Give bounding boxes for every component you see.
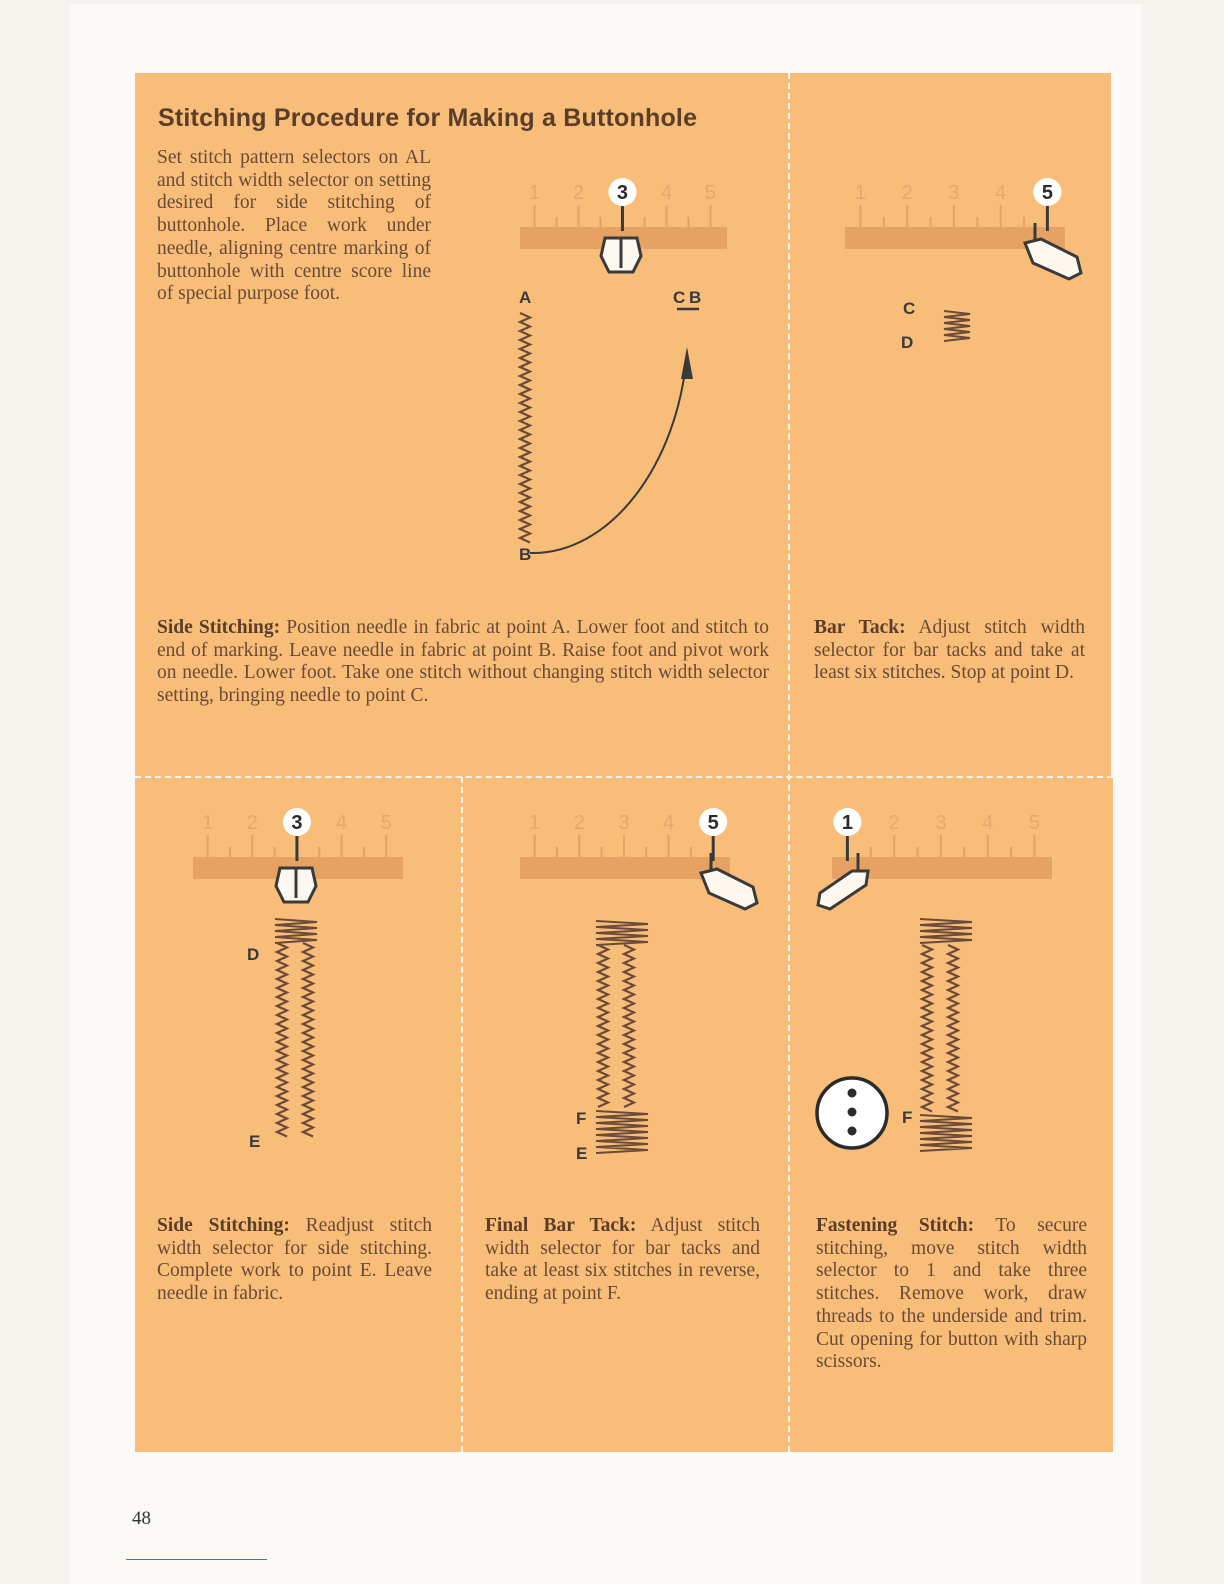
side-stitch-right: [948, 945, 958, 1112]
dial-number-3: 3: [618, 812, 630, 834]
button-icon: [817, 1078, 887, 1148]
fastening-stitch-body: To secure stitching, move stitch width selector to 1 and take three stitches. Remove work, draw threads to the underside and trim. Cut opening for button with sharp scissors.: [816, 1215, 1087, 1373]
dial-bar: [520, 857, 730, 879]
side-stitching-1-text: [157, 617, 769, 708]
bar-tack-top: [920, 919, 972, 943]
dial-number-1: 1: [529, 812, 541, 834]
side-stitching-2-text: [157, 1215, 432, 1306]
intro-paragraph: Set stitch pattern selectors on AL and stitch width selector on setting desired for side stitching of buttonhole. Place work under needle, aligning centre marking of buttonhole with centre score line of special purpose foot.: [157, 147, 431, 305]
dial-number-5: 5: [1041, 182, 1053, 204]
dial-number-1: 1: [202, 812, 214, 834]
side-stitching-2-heading: Side Stitching:: [157, 1215, 290, 1236]
dial-number-1: 1: [854, 182, 866, 204]
bar-tack-text: [814, 617, 1085, 685]
bar-tack-bottom: [596, 1111, 648, 1153]
bar-tack-figure: [830, 165, 1090, 365]
dial-number-3: 3: [291, 812, 303, 834]
dial-number-2: 2: [572, 182, 585, 204]
side-stitching-1-heading: Side Stitching:: [157, 617, 281, 638]
fastening-stitch-text: [816, 1215, 1087, 1374]
bar-tack-top: [596, 921, 648, 945]
side-stitching-1-body: Position needle in fabric at point A. Lower foot and stitch to end of marking. Leave needle in fabric at point B. Raise foot and pivot work on needle. Lower foot. Take one stitch without changing stitch width selector setting, bringing needle to point C.: [157, 617, 769, 707]
side-stitching-1-figure: [500, 165, 750, 575]
point-e-label: E: [576, 1144, 588, 1163]
dial-number-4: 4: [660, 182, 673, 204]
divider-vertical-middle: [461, 777, 463, 1452]
dial-number-4: 4: [336, 812, 348, 834]
footer-link-underline: [126, 1559, 267, 1560]
point-a-label: A: [519, 288, 532, 307]
point-d-label: D: [901, 333, 914, 352]
side-stitch-left: [277, 943, 287, 1137]
stitch-width-dial: [832, 808, 1052, 879]
dial-number-5: 5: [380, 812, 392, 834]
fastening-stitch-heading: Fastening Stitch:: [816, 1215, 975, 1236]
point-d-label: D: [247, 945, 260, 964]
side-stitch-right: [624, 945, 634, 1107]
divider-horizontal: [135, 776, 1113, 778]
arrowhead-icon: [681, 347, 693, 379]
stitch-width-dial: [520, 808, 730, 879]
point-e-label: E: [249, 1132, 261, 1151]
dial-number-2: 2: [888, 812, 900, 834]
point-c-label: C: [673, 288, 686, 307]
dial-number-3: 3: [935, 812, 947, 834]
bar-tack-top: [275, 919, 317, 943]
side-stitch-right: [303, 943, 313, 1137]
stitch-width-dial: [845, 178, 1065, 249]
fastening-stitch-figure: [812, 795, 1072, 1175]
page-number: 48: [132, 1508, 151, 1529]
point-f-label: F: [576, 1109, 587, 1128]
bar-tack-stitches: [944, 311, 970, 341]
dial-number-4: 4: [663, 812, 675, 834]
bar-tack-bottom: [920, 1115, 972, 1151]
point-f-label: F: [902, 1108, 913, 1127]
side-stitch-left: [922, 945, 932, 1112]
dial-number-4: 4: [995, 182, 1007, 204]
dial-number-3: 3: [616, 182, 629, 204]
point-b-top-label: B: [689, 288, 702, 307]
side-stitch-left: [598, 945, 608, 1107]
page-title: Stitching Procedure for Making a Buttonhole: [158, 104, 698, 132]
final-bar-tack-text: [485, 1215, 760, 1306]
dial-number-5: 5: [1028, 812, 1040, 834]
side-stitching-2-figure: [185, 795, 425, 1165]
pivot-arrow: [530, 353, 687, 553]
side-stitching-2-body: Readjust stitch width selector for side stitching. Complete work to point E. Leave needle in fabric.: [157, 1215, 432, 1305]
presser-foot-icon: [276, 868, 316, 902]
dial-number-2: 2: [573, 812, 585, 834]
point-b-label: B: [519, 545, 532, 564]
dial-number-5: 5: [704, 182, 717, 204]
dial-number-4: 4: [982, 812, 994, 834]
final-bar-tack-body: Adjust stitch width selector for bar tacks and take at least six stitches in reverse, ending at point F.: [485, 1215, 760, 1305]
dial-number-3: 3: [948, 182, 960, 204]
presser-foot-icon: [601, 238, 641, 272]
bar-tack-heading: Bar Tack:: [814, 617, 906, 638]
bar-tack-body: Adjust stitch width selector for bar tacks and take at least six stitches. Stop at point D.: [814, 617, 1085, 684]
dial-number-2: 2: [901, 182, 913, 204]
final-bar-tack-figure: [510, 795, 770, 1175]
dial-number-1: 1: [528, 182, 541, 204]
divider-vertical-right: [788, 73, 790, 1452]
point-c-label: C: [903, 299, 916, 318]
dial-number-2: 2: [246, 812, 258, 834]
side-stitch-line: [520, 313, 530, 543]
final-bar-tack-heading: Final Bar Tack:: [485, 1215, 637, 1236]
dial-number-1: 1: [841, 812, 853, 834]
dial-number-5: 5: [707, 812, 719, 834]
